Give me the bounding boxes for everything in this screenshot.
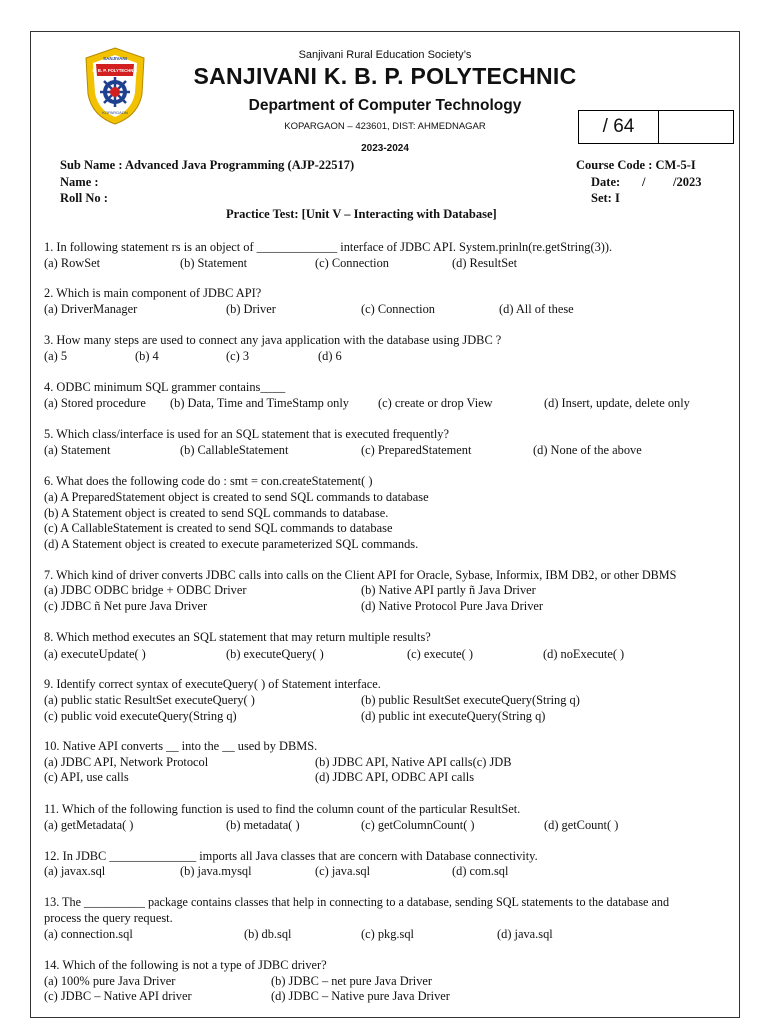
q4-option-c: (c) create or drop View [378,396,493,410]
date-year: /2023 [673,175,702,189]
college-address: KOPARGAON – 423601, DIST: AHMEDNAGAR [284,121,486,132]
q6-option-b: (b) A Statement object is created to send SQL commands to database. [44,506,389,520]
q2-option-a: (a) DriverManager [44,302,138,316]
q5-option-a: (a) Statement [44,443,111,457]
q14-option-d: (d) JDBC – Native pure Java Driver [271,989,450,1003]
question-13-continued: process the query request. [44,911,173,925]
q11-option-a: (a) getMetadata( ) [44,818,134,832]
q4-option-b: (b) Data, Time and TimeStamp only [170,396,349,410]
q3-option-a: (a) 5 [44,349,68,363]
q1-option-d: (d) ResultSet [452,256,518,270]
logo-top-text: SANJIVANI [103,56,127,61]
question-5: 5. Which class/interface is used for an SQL statement that is executed frequently? [44,427,449,441]
q14-option-a: (a) 100% pure Java Driver [44,974,176,988]
q6-option-d: (d) A Statement object is created to execute parameterized SQL commands. [44,537,419,551]
question-6: 6. What does the following code do : smt = con.createStatement( ) [44,474,373,488]
q11-option-d: (d) getCount( ) [544,818,619,832]
q13-option-b: (b) db.sql [244,927,292,941]
q2-option-b: (b) Driver [226,302,276,316]
q5-option-c: (c) PreparedStatement [361,443,472,457]
question-4: 4. ODBC minimum SQL grammer contains____ [44,380,286,394]
q10-option-b: (b) JDBC API, Native API calls(c) JDB [315,755,512,769]
q9-option-b: (b) public ResultSet executeQuery(String q) [361,693,580,707]
college-title: SANJIVANI K. B. P. POLYTECHNIC [193,63,577,89]
q7-option-c: (c) JDBC ñ Net pure Java Driver [44,599,208,613]
date-separator: / [642,175,646,189]
obtained-marks-cell[interactable] [659,111,733,143]
q5-option-b: (b) CallableStatement [180,443,289,457]
q4-option-a: (a) Stored procedure [44,396,146,410]
question-10: 10. Native API converts __ into the __ used by DBMS. [44,739,318,753]
q12-option-b: (b) java.mysql [180,864,252,878]
q14-option-c: (c) JDBC – Native API driver [44,989,192,1003]
q2-option-d: (d) All of these [499,302,574,316]
question-2: 2. Which is main component of JDBC API? [44,286,262,300]
q7-option-d: (d) Native Protocol Pure Java Driver [361,599,544,613]
q6-option-c: (c) A CallableStatement is created to send SQL commands to database [44,521,393,535]
q13-option-d: (d) java.sql [497,927,553,941]
question-13: 13. The __________ package contains classes that help in connecting to a database, sending SQL statements to the database and [44,895,670,909]
q4-option-d: (d) Insert, update, delete only [544,396,690,410]
q12-option-d: (d) com.sql [452,864,509,878]
subject-name: Sub Name : Advanced Java Programming (AJP-22517) [60,158,355,172]
q8-option-a: (a) executeUpdate( ) [44,647,146,661]
q14-option-b: (b) JDBC – net pure Java Driver [271,974,433,988]
q12-option-c: (c) java.sql [315,864,371,878]
q9-option-a: (a) public static ResultSet executeQuery( ) [44,693,255,707]
q9-option-c: (c) public void executeQuery(String q) [44,709,237,723]
question-1: 1. In following statement rs is an object of _____________ interface of JDBC API. System.prinln(re.getString(3)). [44,240,613,254]
roll-no-label: Roll No : [60,191,108,205]
q13-option-c: (c) pkg.sql [361,927,414,941]
q11-option-c: (c) getColumnCount( ) [361,818,475,832]
question-9: 9. Identify correct syntax of executeQuery( ) of Statement interface. [44,677,381,691]
logo-bottom-text: KOPARGAON [102,110,128,115]
q1-option-a: (a) RowSet [44,256,101,270]
question-3: 3. How many steps are used to connect any java application with the database using JDBC ? [44,333,502,347]
academic-year: 2023-2024 [361,143,409,154]
q3-option-d: (d) 6 [318,349,342,363]
society-name: Sanjivani Rural Education Society’s [298,49,472,61]
logo-main-text: K. B. P. POLYTECHNIC [92,68,138,73]
q8-option-c: (c) execute( ) [407,647,474,661]
q10-option-d: (d) JDBC API, ODBC API calls [315,770,475,784]
question-12: 12. In JDBC ______________ imports all Java classes that are concern with Database connectivity. [44,849,538,863]
q2-option-c: (c) Connection [361,302,435,316]
marks-box [578,110,734,144]
q12-option-a: (a) javax.sql [44,864,106,878]
date-label: Date: [591,175,621,189]
q5-option-d: (d) None of the above [533,443,642,457]
question-14: 14. Which of the following is not a type of JDBC driver? [44,958,327,972]
department-title: Department of Computer Technology [248,97,522,114]
q13-option-a: (a) connection.sql [44,927,133,941]
q7-option-b: (b) Native API partly ñ Java Driver [361,583,536,597]
q3-option-c: (c) 3 [226,349,250,363]
q3-option-b: (b) 4 [135,349,159,363]
set-label: Set: I [591,191,620,205]
q8-option-b: (b) executeQuery( ) [226,647,324,661]
total-marks: / 64 [579,111,659,143]
question-7: 7. Which kind of driver converts JDBC calls into calls on the Client API for Oracle, Sybase, Informix, IBM DB2, or other DBMS [44,568,677,582]
test-title: Practice Test: [Unit V – Interacting with Database] [226,207,497,221]
q11-option-b: (b) metadata( ) [226,818,300,832]
student-name-label: Name : [60,175,99,189]
question-11: 11. Which of the following function is used to find the column count of the particular ResultSet. [44,802,521,816]
question-8: 8. Which method executes an SQL statement that may return multiple results? [44,630,431,644]
q9-option-d: (d) public int executeQuery(String q) [361,709,546,723]
q10-option-c: (c) API, use calls [44,770,129,784]
q6-option-a: (a) A PreparedStatement object is created to send SQL commands to database [44,490,429,504]
q8-option-d: (d) noExecute( ) [543,647,625,661]
q1-option-c: (c) Connection [315,256,389,270]
q10-option-a: (a) JDBC API, Network Protocol [44,755,209,769]
course-code: Course Code : CM-5-I [576,158,696,172]
q1-option-b: (b) Statement [180,256,248,270]
q7-option-a: (a) JDBC ODBC bridge + ODBC Driver [44,583,247,597]
